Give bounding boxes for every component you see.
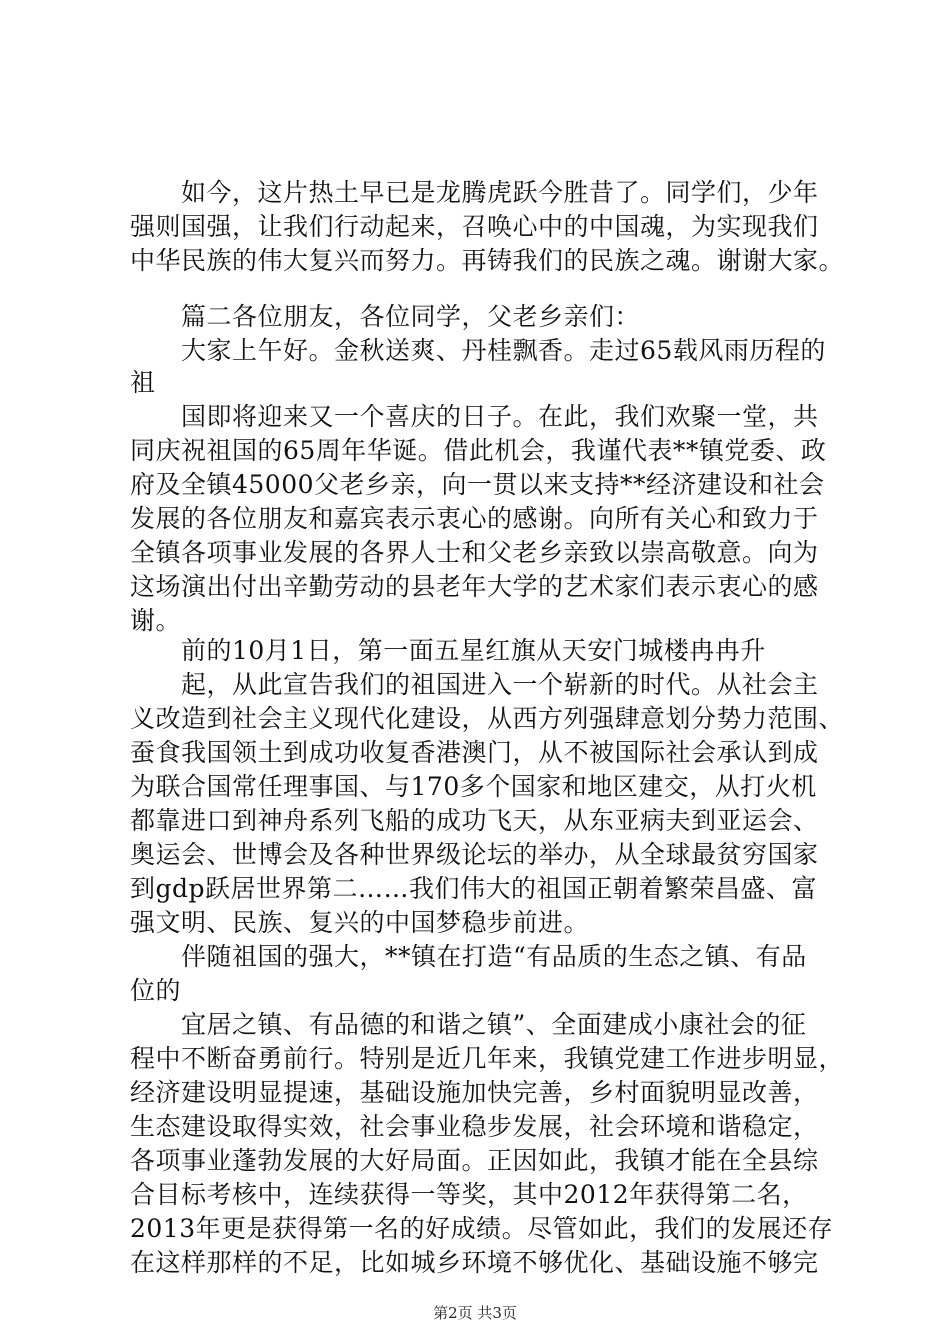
text-line: 在这样那样的不足，比如城乡环境不够优化、基础设施不够完: [130, 1248, 819, 1277]
text-line: 宜居之镇、有品德的和谐之镇”、全面建成小康社会的征: [181, 1010, 807, 1039]
text-line: 生态建设取得实效，社会事业稳步发展，社会环境和谐稳定，: [130, 1112, 819, 1141]
text-line: 义改造到社会主义现代化建设，从西方列强肆意划分势力范围、: [130, 704, 845, 733]
text-line: 中华民族的伟大复兴而努力。再铸我们的民族之魂。谢谢大家。: [130, 246, 845, 275]
text-line: 起，从此宣告我们的祖国进入一个崭新的时代。从社会主: [181, 670, 819, 699]
text-line: 发展的各位朋友和嘉宾表示衷心的感谢。向所有关心和致力于: [130, 504, 819, 533]
text-line: 到gdp跃居世界第二……我们伟大的祖国正朝着繁荣昌盛、富: [130, 874, 818, 903]
text-line: 大家上午好。金秋送爽、丹桂飘香。走过65载风雨历程的: [181, 336, 826, 365]
text-line: 经济建设明显提速，基础设施加快完善，乡村面貌明显改善，: [130, 1078, 819, 1107]
text-line: 奥运会、世博会及各种世界级论坛的举办，从全球最贫穷国家: [130, 840, 819, 869]
text-line: 强文明、民族、复兴的中国梦稳步前进。: [130, 908, 590, 937]
text-line: 前的10月1日，第一面五星红旗从天安门城楼冉冉升: [181, 636, 766, 665]
text-line: 全镇各项事业发展的各界人士和父老乡亲致以崇高敬意。向为: [130, 538, 819, 567]
text-line: 伴随祖国的强大，**镇在打造“有品质的生态之镇、有品: [181, 942, 807, 971]
text-line: 合目标考核中，连续获得一等奖，其中2012年获得第二名，: [130, 1180, 808, 1209]
text-line: 蚕食我国领土到成功收复香港澳门，从不被国际社会承认到成: [130, 738, 819, 767]
text-line: 位的: [130, 976, 182, 1005]
text-line: 如今，这片热土早已是龙腾虎跃今胜昔了。同学们，少年: [181, 178, 819, 207]
text-line: 为联合国常任理事国、与170多个国家和地区建交，从打火机: [130, 772, 817, 801]
section-heading: 篇二各位朋友，各位同学，父老乡亲们：: [181, 302, 641, 331]
text-line: 国即将迎来又一个喜庆的日子。在此，我们欢聚一堂，共: [181, 402, 819, 431]
text-line: 程中不断奋勇前行。特别是近几年来，我镇党建工作进步明显，: [130, 1044, 845, 1073]
text-line: 祖: [130, 368, 156, 397]
text-line: 各项事业蓬勃发展的大好局面。正因如此，我镇才能在全县综: [130, 1146, 819, 1175]
text-line: 2013年更是获得第一名的好成绩。尽管如此，我们的发展还存: [130, 1214, 834, 1243]
text-line: 府及全镇45000父老乡亲，向一贯以来支持**经济建设和社会: [130, 470, 825, 499]
text-line: 同庆祝祖国的65周年华诞。借此机会，我谨代表**镇党委、政: [130, 436, 827, 465]
text-line: 强则国强，让我们行动起来，召唤心中的中国魂，为实现我们: [130, 212, 819, 241]
page-footer: 第2页 共3页: [433, 1304, 517, 1322]
text-line: 都靠进口到神舟系列飞船的成功飞天，从东亚病夫到亚运会、: [130, 806, 819, 835]
text-line: 谢。: [130, 606, 182, 635]
text-line: 这场演出付出辛勤劳动的县老年大学的艺术家们表示衷心的感: [130, 572, 819, 601]
